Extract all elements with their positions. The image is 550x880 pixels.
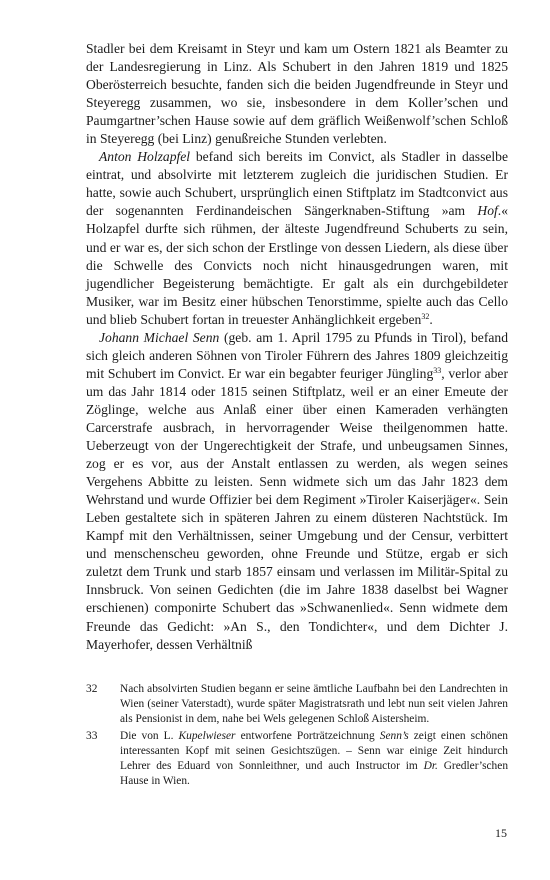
person-name: Johann Michael Senn bbox=[99, 329, 220, 345]
footnote-text-part: Die von L. bbox=[120, 730, 179, 743]
paragraph-text: .« Holzapfel durfte sich rühmen, der älteste Jugendfreund Schuberts zu sein, und er war es, der sich schon der Erstlinge von dessen Liedern, als diese über die Schwelle des Convicts noch nicht hinausgedrungen waren, mit jugendlicher Begeisterung bemächtigte. Er galt als ein durchgebildeter Musiker, war im Besitz einer hübschen Tenorstimme, spielte auch das Cello und blieb Schubert fortan in treuester Anhänglichkeit ergeben bbox=[86, 203, 508, 327]
footnote-ref[interactable]: 33 bbox=[433, 365, 442, 375]
person-name: Senn’s bbox=[379, 730, 409, 743]
footnote-text-part: zeigt einen schönen interessanten Kopf mit seinen Gesichtszügen. – Senn war einige Zeit hindurch Lehrer des Eduard von Sonnleithner, und auch Instructor im bbox=[120, 730, 508, 772]
paragraph-stadler: Stadler bei dem Kreisamt in Steyr und kam um Ostern 1821 als Beamter zu der Landesregierung in Linz. Als Schubert in den Jahren 1819 und 1825 Oberösterreich besuchte, fanden sich die beiden Jugendfreunde in Steyr und Steyeregg zusammen, wo sie, insbesondere in dem Koller’schen und Paumgartner’schen Hause sowie auf dem gräflich Weißenwolf’schen Schloß in Steyeregg (bei Linz) genußreiche Stunden verlebten. bbox=[86, 41, 508, 147]
paragraph-text: , verlor aber um das Jahr 1814 oder 1815 seinen Stiftplatz, weil er an einer Emeute der Zöglinge, welche aus Anlaß einer über einen Kameraden verhängten Carcerstrafe ausbrach, in hervorragender Weise theilgenommen hatte. Ueberzeugt von der Ungerechtigkeit der Strafe, und unbeugsamen Sinnes, zog er es vor, aus der Anstalt entlassen zu werden, als wegen seines Vergehens Abbitte zu leisten. Senn widmete sich um das Jahr 1823 dem Wehrstand und wurde Offizier bei dem Regiment »Tiroler Kaiserjäger«. Sein Leben gestaltete sich in späteren Jahren zu einem düsteren Nachtstück. Im Kampf mit den Verhältnissen, seiner Umgebung und der Censur, verbittert und menschenscheu geworden, ohne Freunde und Stütze, ergab er sich zuletzt dem Trunk und starb 1857 einsam und verlassen im Militär-Spital zu Innsbruck. Von seinen Gedichten (die im Jahre 1838 daselbst bei Wagner erschienen) componirte Schubert das »Schwanenlied«. Senn widmete dem Freunde das Gedicht: »An S., den Tondichter«, und dem Dichter J. Mayerhofer, dessen Verhältniß bbox=[86, 365, 508, 652]
emphasis-hof: Hof bbox=[477, 203, 498, 219]
footnote-33 bbox=[86, 729, 508, 788]
footnote-text-part: entworfene Porträtzeichnung bbox=[235, 730, 380, 743]
paragraph-senn bbox=[86, 329, 508, 654]
main-text bbox=[86, 40, 508, 654]
paragraph-text: . bbox=[429, 311, 433, 327]
page-number: 15 bbox=[495, 826, 507, 840]
footnotes bbox=[86, 682, 508, 792]
footnote-text: Nach absolvirten Studien begann er seine ämtliche Laufbahn bei den Landrechten in Wien (seiner Vaterstadt), wurde später Magistratsrath und lebt nun seit vielen Jahren als Pensionist in dem, nahe bei Wels gelegenen Schloß Aistersheim. bbox=[120, 683, 508, 725]
footnote-number: 32 bbox=[86, 683, 98, 695]
emphasis-dr: Dr. bbox=[423, 759, 438, 772]
paragraph-text: befand sich bereits im Convict, als Stadler in dasselbe eintrat, und absolvirte mit letzterem zugleich die juridischen Studien. Er hatte, sowie auch Schubert, ursprünglich einen Stiftplatz im Stadtconvict aus der sogenannten Ferdinandeischen Sängerknaben-Stiftung »am bbox=[86, 149, 508, 219]
footnote-32 bbox=[86, 682, 508, 726]
person-name: Kupelwieser bbox=[178, 730, 236, 743]
paragraph-text: (geb. am 1. April 1795 zu Pfunds in Tirol), befand sich gleich anderen Söhnen von Tiroler Führern des Jahres 1809 gleichzeitig mit Schubert im Convict. Er war ein begabter feuriger Jüngling bbox=[86, 329, 508, 381]
footnote-ref[interactable]: 32 bbox=[421, 311, 430, 321]
person-name: Anton Holzapfel bbox=[99, 149, 191, 165]
footnote-text-part: Gredler’schen Hause in Wien. bbox=[120, 759, 509, 787]
footnote-number: 33 bbox=[86, 730, 98, 743]
paragraph-holzapfel bbox=[86, 148, 508, 328]
footnote-text bbox=[120, 729, 508, 788]
